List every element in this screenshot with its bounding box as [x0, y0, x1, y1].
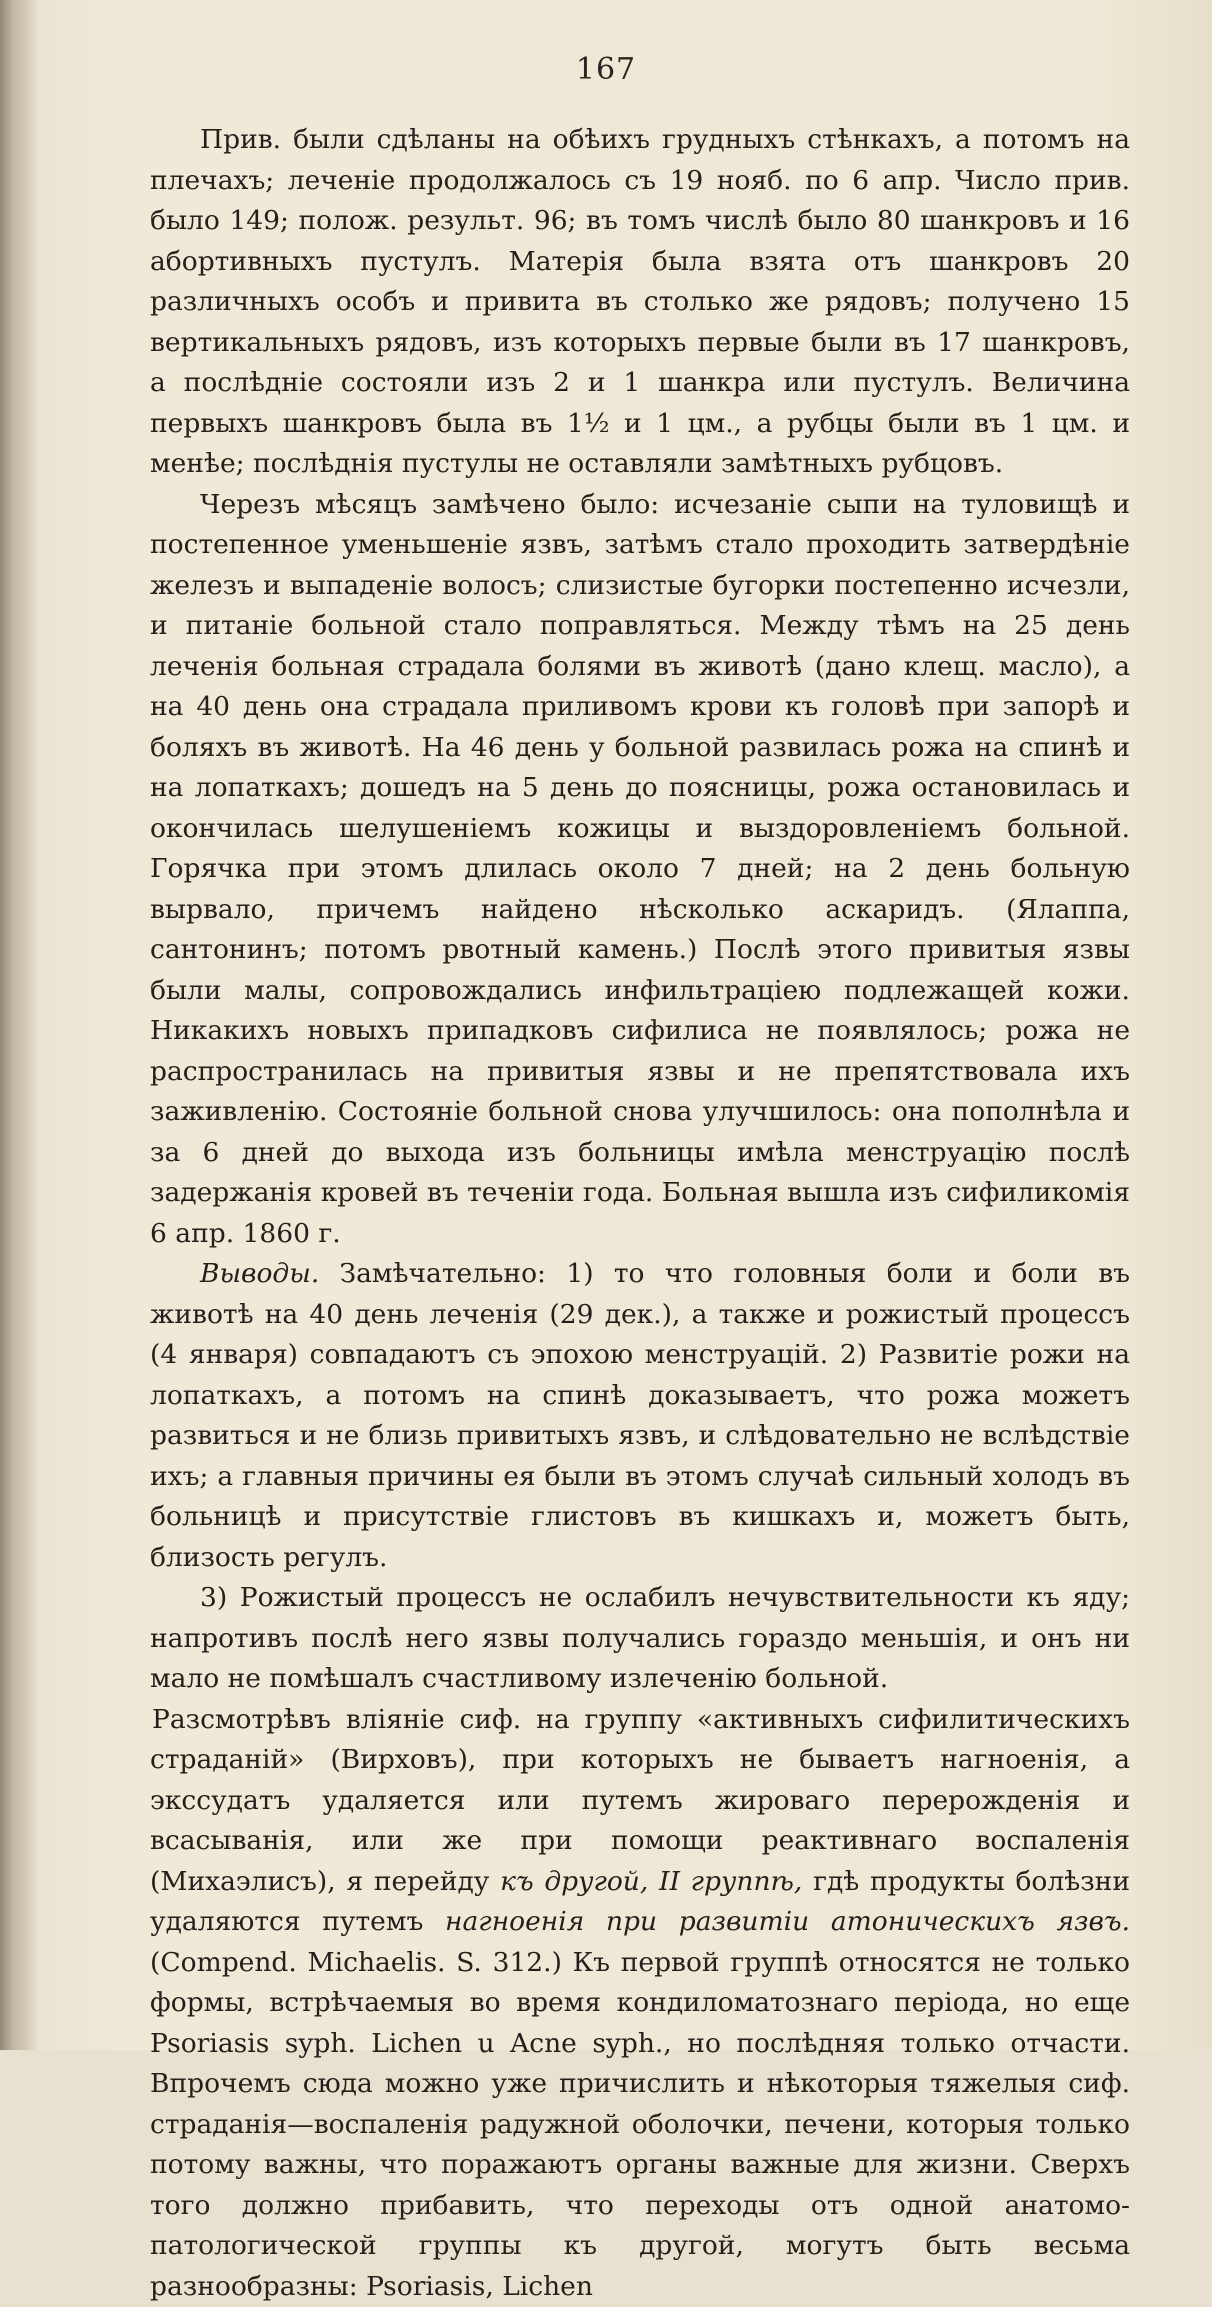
- final-italic-1: къ другой, II группѣ,: [500, 1866, 802, 1897]
- final-text-3: (Compend. Michaelis. S. 312.) Къ первой группѣ относятся не только формы, встрѣчаемыя во время кондиломатознаго періода, но еще Psoriasis syph. Lichen u Acne syph., но послѣдняя только отчасти. Впрочемъ сюда можно уже причислить и нѣкоторыя тяжелыя сиф. страданія—воспаленія радужной оболочки, печени, которыя только потому важны, что поражаютъ органы важные для жизни. Сверхъ того должно прибавить, что переходы отъ одной анатомо-патологической группы къ другой, могутъ быть весьма разнообразны: Psoriasis, Lichen: [150, 1947, 1130, 2302]
- final-italic-2: нагноенія при развитіи атоническихъ язвъ.: [445, 1906, 1130, 1937]
- page-number: 167: [0, 52, 1212, 87]
- point-3-paragraph: 3) Рожистый процессъ не ослабилъ нечувствительности къ яду; напротивъ послѣ него язвы получались гораздо меньшія, и онъ ни мало не помѣшалъ счастливому излеченію больной.: [150, 1578, 1130, 1700]
- conclusions-text: Замѣчательно: 1) то что головныя боли и боли въ животѣ на 40 день леченія (29 дек.), а также и рожистый процессъ (4 января) совпадаютъ съ эпохою менструацій. 2) Развитіе рожи на лопаткахъ, а потомъ на спинѣ доказываетъ, что рожа можетъ развиться и не близь привитыхъ язвъ, и слѣдовательно не вслѣдствіе ихъ; а главныя причины ея были въ этомъ случаѣ сильный холодъ въ больницѣ и присутствіе глистовъ въ кишкахъ и, можетъ быть, близость регулъ.: [150, 1258, 1130, 1573]
- final-text-2: гдѣ продукты болѣзни удаляются путемъ: [150, 1866, 1130, 1938]
- final-text-1: Разсмотрѣвъ вліяніе сиф. на группу «активныхъ сифилитическихъ страданій» (Вирховъ), при которыхъ не бываетъ нагноенія, а экссудатъ удаляется или путемъ жироваго перерожденія и всасыванія, или же при помощи реактивнаго воспаленія (Михаэлисъ), я перейду: [150, 1704, 1130, 1897]
- conclusions-paragraph: [150, 1254, 1130, 1578]
- binding-shadow: [0, 0, 38, 2050]
- final-paragraph: [150, 1700, 1130, 2307]
- conclusions-label: Выводы.: [200, 1258, 319, 1289]
- paragraph-2: Черезъ мѣсяцъ замѣчено было: исчезаніе сыпи на туловищѣ и постепенное уменьшеніе язвъ, затѣмъ стало проходить затвердѣніе железъ и выпаденіе волосъ; слизистые бугорки постепенно исчезли, и питаніе больной стало поправляться. Между тѣмъ на 25 день леченія больная страдала болями въ животѣ (дано клещ. масло), а на 40 день она страдала приливомъ крови къ головѣ при запорѣ и боляхъ въ животѣ. На 46 день у больной развилась рожа на спинѣ и на лопаткахъ; дошедъ на 5 день до поясницы, рожа остановилась и окончилась шелушеніемъ кожицы и выздоровленіемъ больной. Горячка при этомъ длилась около 7 дней; на 2 день больную вырвало, причемъ найдено нѣсколько аскаридъ. (Ялаппа, сантонинъ; потомъ рвотный камень.) Послѣ этого привитыя язвы были малы, сопровождались инфильтраціею подлежащей кожи. Никакихъ новыхъ припадковъ сифилиса не появлялось; рожа не распространилась на привитыя язвы и не препятствовала ихъ заживленію. Состояніе больной снова улучшилось: она пополнѣла и за 6 дней до выхода изъ больницы имѣла менструацію послѣ задержанія кровей въ теченіи года. Больная вышла изъ сифиликомія 6 апр. 1860 г.: [150, 485, 1130, 1255]
- paragraph-1: Прив. были сдѣланы на обѣихъ грудныхъ стѣнкахъ, а потомъ на плечахъ; леченіе продолжалось съ 19 нояб. по 6 апр. Число прив. было 149; полож. результ. 96; въ томъ числѣ было 80 шанкровъ и 16 абортивныхъ пустулъ. Матерія была взята отъ шанкровъ 20 различныхъ особъ и привита въ столько же рядовъ; получено 15 вертикальныхъ рядовъ, изъ которыхъ первые были въ 17 шанкровъ, а послѣдніе состояли изъ 2 и 1 шанкра или пустулъ. Величина первыхъ шанкровъ была въ 1½ и 1 цм., а рубцы были въ 1 цм. и менѣе; послѣднія пустулы не оставляли замѣтныхъ рубцовъ.: [150, 120, 1130, 485]
- body-text: [150, 120, 1130, 2307]
